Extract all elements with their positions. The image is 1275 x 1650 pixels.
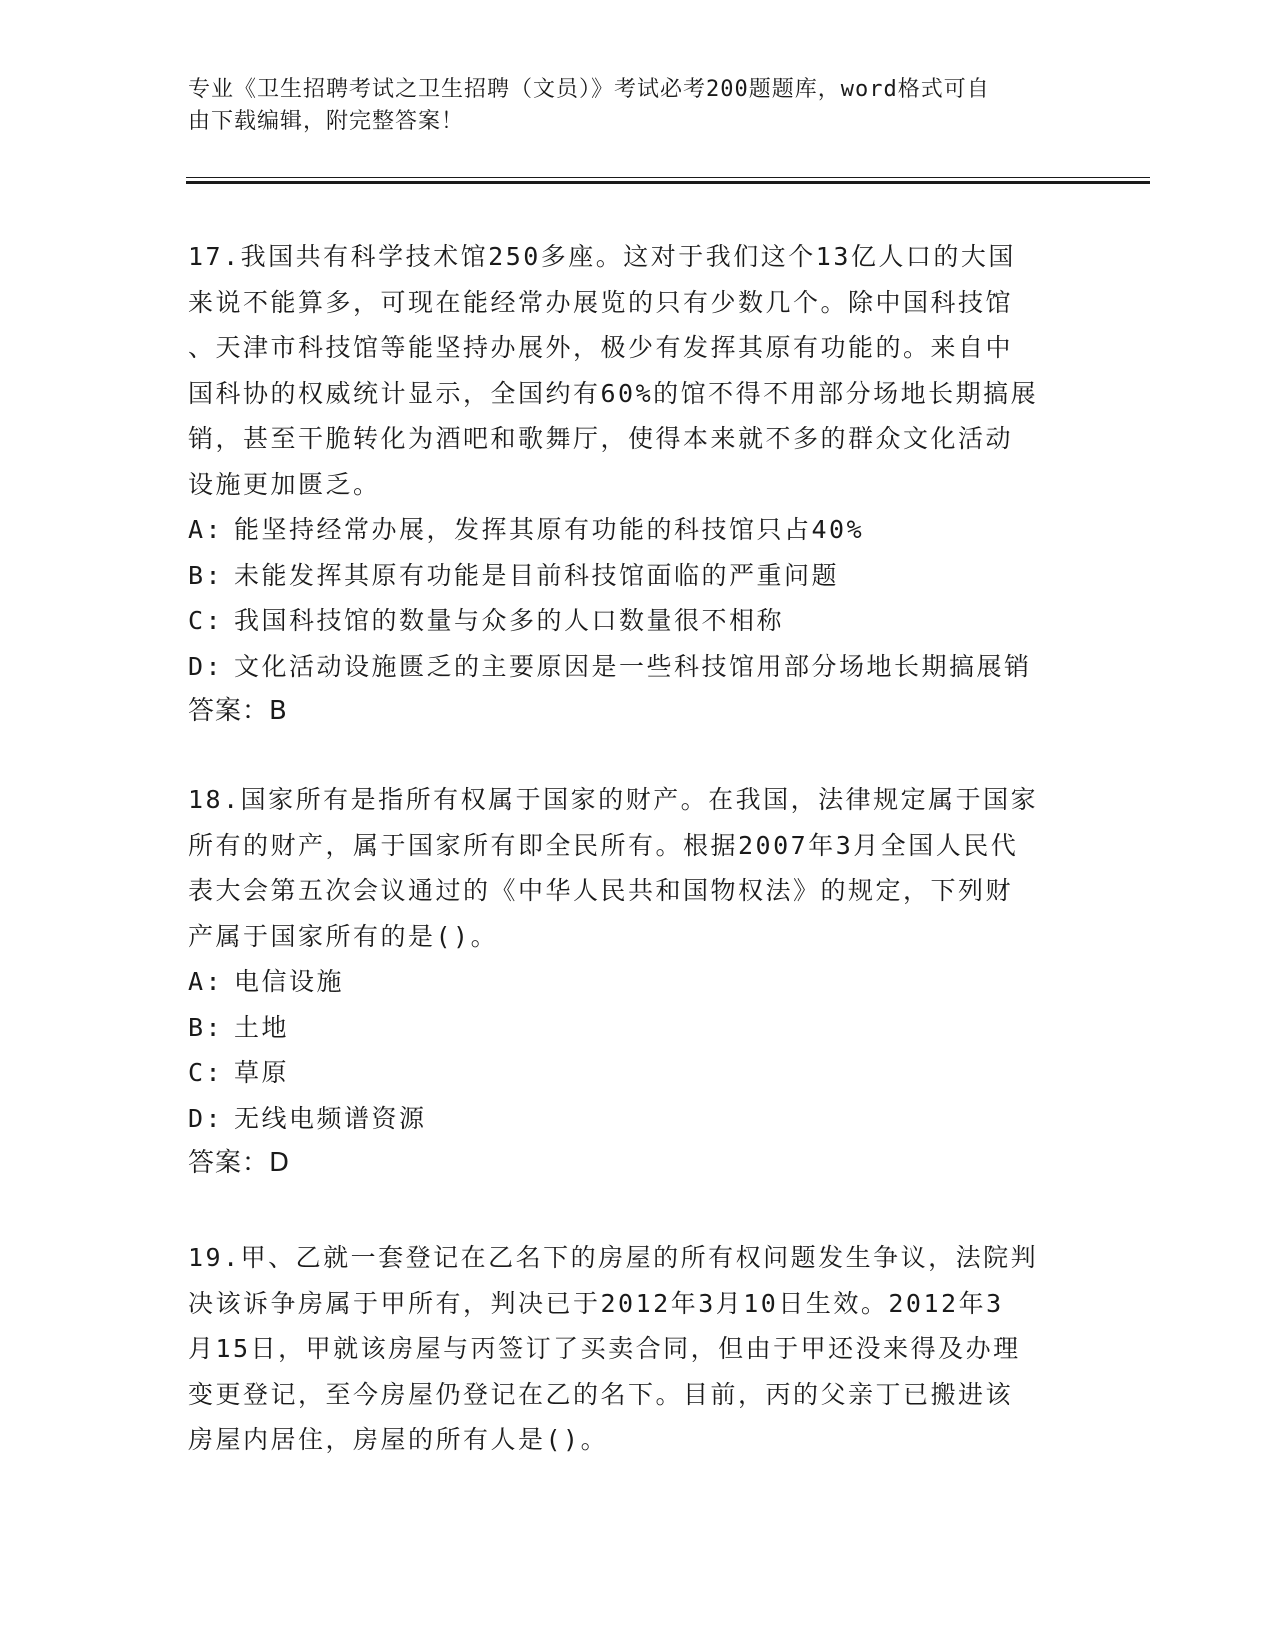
option-c xyxy=(188,1050,1088,1096)
stem-line: 来说不能算多，可现在能经常办展览的只有少数几个。除中国科技馆 xyxy=(188,287,1014,317)
option-text: 能坚持经常办展，发挥其原有功能的科技馆只占40% xyxy=(234,515,865,544)
stem-line: 变更登记，至今房屋仍登记在乙的名下。目前，丙的父亲丁已搬进该 xyxy=(188,1379,1014,1409)
option-key: D: xyxy=(188,1103,224,1133)
stem-line: 产属于国家所有的是()。 xyxy=(188,921,499,951)
answer-line: 答案：B xyxy=(188,696,288,726)
stem-line: 销，甚至干脆转化为酒吧和歌舞厅，使得本来就不多的群众文化活动 xyxy=(188,424,1014,453)
question-19 xyxy=(188,1235,1088,1463)
option-key: C: xyxy=(188,606,224,635)
answer-line: 答案：D xyxy=(188,1148,291,1178)
option-key: B: xyxy=(188,560,224,590)
question-stem xyxy=(188,234,1088,507)
option-b xyxy=(188,1005,1088,1051)
option-text: 无线电频谱资源 xyxy=(234,1103,427,1133)
document-header xyxy=(188,74,1088,138)
header-line-1: 专业《卫生招聘考试之卫生招聘（文员）》考试必考200题题库，word格式可自 xyxy=(188,77,990,102)
option-text: 未能发挥其原有功能是目前科技馆面临的严重问题 xyxy=(234,560,840,590)
stem-line: 、天津市科技馆等能坚持办展外，极少有发挥其原有功能的。来自中 xyxy=(188,333,1014,362)
stem-line: 17.我国共有科学技术馆250多座。这对于我们这个13亿人口的大国 xyxy=(188,242,1016,271)
question-18 xyxy=(188,777,1088,1187)
option-text: 草原 xyxy=(234,1058,290,1087)
option-d xyxy=(188,644,1088,690)
stem-line: 决该诉争房属于甲所有，判决已于2012年3月10日生效。2012年3 xyxy=(188,1288,1004,1318)
header-rule-thick xyxy=(186,181,1150,184)
option-key: B: xyxy=(188,1012,224,1042)
stem-line: 国科协的权威统计显示，全国约有60%的馆不得不用部分场地长期搞展 xyxy=(188,378,1039,408)
question-17 xyxy=(188,234,1088,735)
header-rule-thin xyxy=(186,177,1150,178)
question-stem xyxy=(188,777,1088,959)
stem-line: 所有的财产，属于国家所有即全民所有。根据2007年3月全国人民代 xyxy=(188,830,1019,860)
option-text: 电信设施 xyxy=(234,967,345,996)
option-b xyxy=(188,553,1088,599)
option-key: D: xyxy=(188,651,224,681)
option-c xyxy=(188,598,1088,644)
option-text: 我国科技馆的数量与众多的人口数量很不相称 xyxy=(234,606,785,635)
option-key: A: xyxy=(188,967,224,996)
stem-line: 房屋内居住，房屋的所有人是()。 xyxy=(188,1425,609,1454)
option-a xyxy=(188,959,1088,1005)
stem-line: 19.甲、乙就一套登记在乙名下的房屋的所有权问题发生争议，法院判 xyxy=(188,1243,1039,1272)
option-key: A: xyxy=(188,515,224,544)
option-key: C: xyxy=(188,1058,224,1087)
stem-line: 设施更加匮乏。 xyxy=(188,469,381,499)
question-stem xyxy=(188,1235,1088,1463)
stem-line: 18.国家所有是指所有权属于国家的财产。在我国，法律规定属于国家 xyxy=(188,785,1039,814)
header-line-2: 由下载编辑，附完整答案！ xyxy=(188,109,465,134)
option-text: 文化活动设施匮乏的主要原因是一些科技馆用部分场地长期搞展销 xyxy=(234,651,1032,681)
option-a xyxy=(188,507,1088,553)
option-d xyxy=(188,1096,1088,1142)
stem-line: 表大会第五次会议通过的《中华人民共和国物权法》的规定，下列财 xyxy=(188,876,1014,905)
option-text: 土地 xyxy=(234,1012,290,1042)
stem-line: 月15日，甲就该房屋与丙签订了买卖合同，但由于甲还没来得及办理 xyxy=(188,1334,1021,1363)
